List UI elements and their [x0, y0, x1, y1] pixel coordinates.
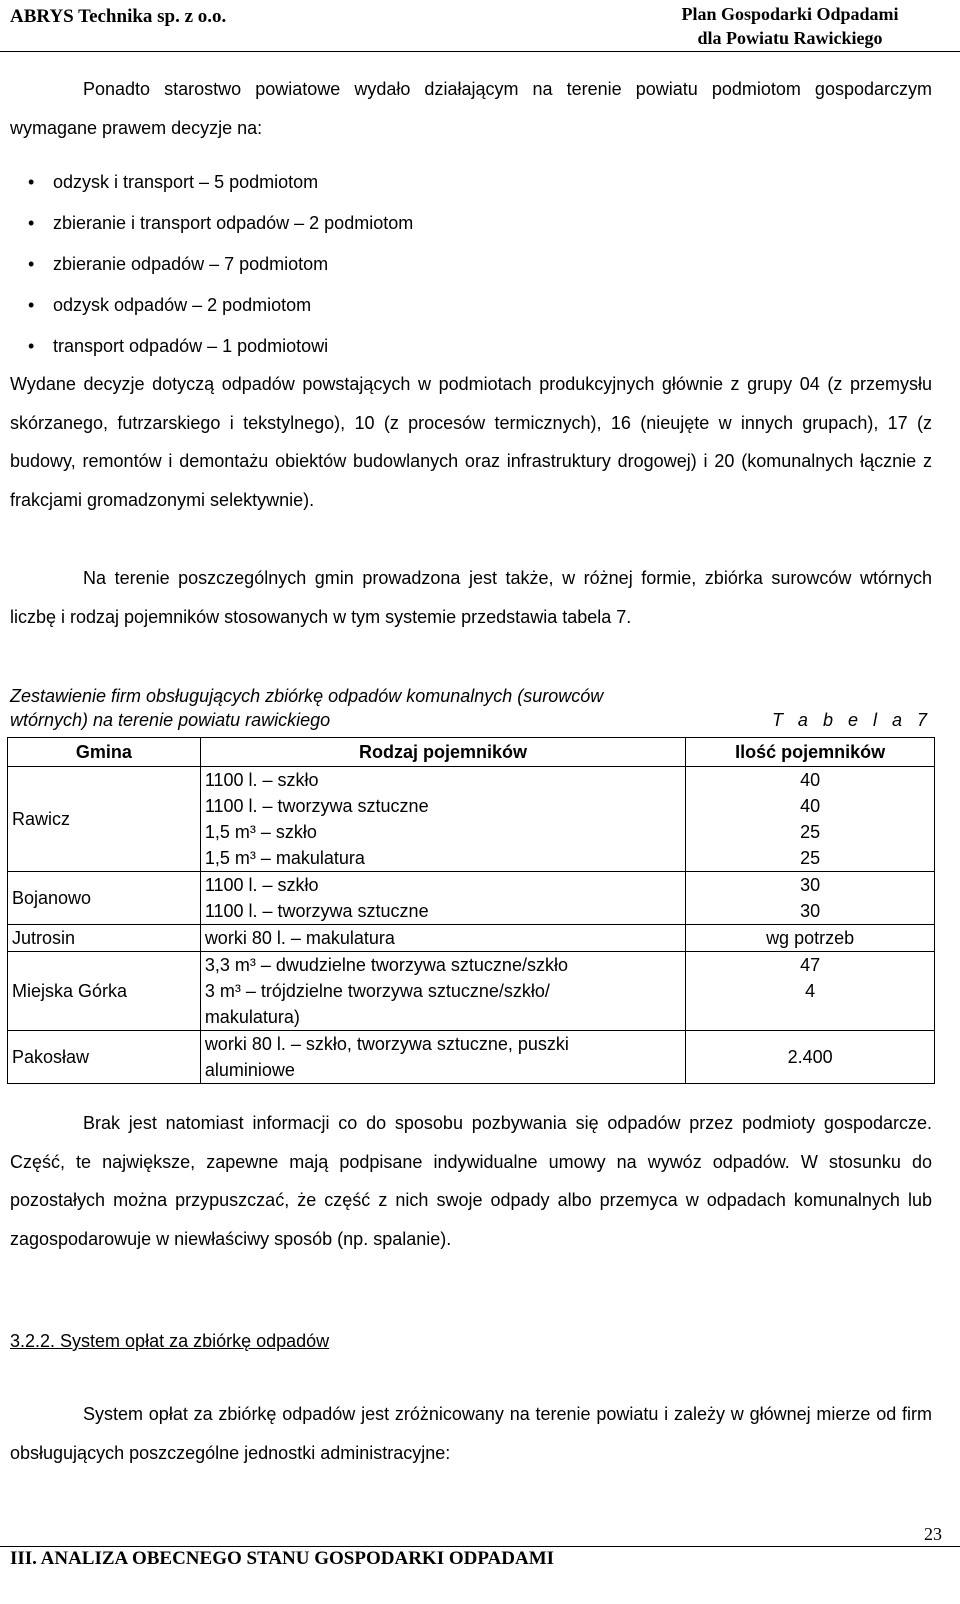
bullet-icon: • — [28, 295, 35, 315]
table-row — [8, 925, 935, 952]
bullet-icon: • — [28, 336, 35, 356]
collection-text: Na terenie poszczególnych gmin prowadzona jest także, w różnej formie, zbiórka surowców wtórnych liczbę i rodzaj pojemników stosowanych w tym systemie przedstawia tabela 7. — [10, 568, 932, 627]
bullet-icon: • — [28, 213, 35, 233]
type-cell: 1100 l. – szkło 1100 l. – tworzywa sztuczne 1,5 m³ – szkło 1,5 m³ – makulatura — [200, 767, 685, 872]
page-number: 23 — [924, 1524, 942, 1544]
type-cell: worki 80 l. – makulatura — [200, 925, 685, 952]
intro-paragraph — [10, 70, 932, 147]
column-header-count: Ilość pojemników — [686, 738, 935, 767]
bullet-icon: • — [28, 172, 35, 192]
list-item: • zbieranie i transport odpadów – 2 podmiotom — [10, 203, 413, 244]
no-info-text: Brak jest natomiast informacji co do sposobu pozbywania się odpadów przez podmioty gospodarcze. Część, te największe, zapewne mają podpisane indywidualne umowy na wywóz odpadów. W stosunku do pozostałych można przypuszczać, że część z nich swoje odpady albo przemyca w odpadach komunalnych lub zagospodarowuje w niewłaściwy sposób (np. spalanie). — [10, 1113, 932, 1249]
footer-divider — [0, 1546, 960, 1547]
table-header-row — [8, 738, 935, 767]
column-header-type: Rodzaj pojemników — [200, 738, 685, 767]
gmina-cell: Jutrosin — [8, 925, 201, 952]
table-caption-line2: wtórnych) na terenie powiatu rawickiego — [10, 710, 331, 730]
list-item: • transport odpadów – 1 podmiotowi — [10, 326, 413, 367]
bullet-icon: • — [28, 254, 35, 274]
column-header-gmina: Gmina — [8, 738, 201, 767]
count-cell: 30 30 — [686, 872, 935, 925]
count-cell: 47 4 — [686, 952, 935, 1031]
table-row — [8, 872, 935, 925]
no-info-paragraph — [10, 1104, 932, 1258]
header-doc-title — [640, 2, 940, 50]
section-heading: 3.2.2. System opłat za zbiórkę odpadów — [10, 1331, 330, 1351]
table-caption-line1: Zestawienie firm obsługujących zbiórkę odpadów komunalnych (surowców — [10, 686, 604, 706]
header-doc-title-line1: Plan Gospodarki Odpadami — [681, 4, 899, 24]
gmina-cell: Pakosław — [8, 1031, 201, 1084]
table-row — [8, 952, 935, 1031]
header-divider — [0, 51, 960, 52]
gmina-cell: Rawicz — [8, 767, 201, 872]
fees-paragraph — [10, 1395, 932, 1472]
header-doc-title-line2: dla Powiatu Rawickiego — [697, 28, 883, 48]
type-cell: worki 80 l. – szkło, tworzywa sztuczne, puszki aluminiowe — [200, 1031, 685, 1084]
header-company: ABRYS Technika sp. z o.o. — [10, 6, 227, 27]
list-item: • zbieranie odpadów – 7 podmiotom — [10, 244, 413, 285]
intro-text: Ponadto starostwo powiatowe wydało działającym na terenie powiatu podmiotom gospodarczym wymagane prawem decyzje na: — [10, 79, 932, 138]
gmina-cell: Bojanowo — [8, 872, 201, 925]
collection-paragraph — [10, 559, 932, 636]
table-row — [8, 767, 935, 872]
type-cell: 3,3 m³ – dwudzielne tworzywa sztuczne/szkło 3 m³ – trójdzielne tworzywa sztuczne/szkło/ makulatura) — [200, 952, 685, 1031]
list-item: • odzysk i transport – 5 podmiotom — [10, 162, 413, 203]
fees-text: System opłat za zbiórkę odpadów jest zróżnicowany na terenie powiatu i zależy w głównej mierze od firm obsługujących poszczególne jednostki administracyjne: — [10, 1404, 932, 1463]
containers-table — [7, 737, 935, 1084]
count-cell: wg potrzeb — [686, 925, 935, 952]
count-cell: 2.400 — [686, 1031, 935, 1084]
table-label: T a b e l a 7 — [771, 710, 932, 730]
list-item: • odzysk odpadów – 2 podmiotom — [10, 285, 413, 326]
table-caption — [10, 684, 932, 732]
gmina-cell: Miejska Górka — [8, 952, 201, 1031]
type-cell: 1100 l. – szkło 1100 l. – tworzywa sztuczne — [200, 872, 685, 925]
decision-list — [10, 162, 413, 367]
count-cell: 40 40 25 25 — [686, 767, 935, 872]
table-row — [8, 1031, 935, 1084]
decisions-paragraph: Wydane decyzje dotyczą odpadów powstających w podmiotach produkcyjnych głównie z grupy 04 (z przemysłu skórzanego, futrzarskiego i tekstylnego), 10 (z procesów termicznych), 16 (nieujęte w innych grupach), 17 (z budowy, remontów i demontażu obiektów budowlanych oraz infrastruktury drogowej) i 20 (komunalnych łącznie z frakcjami gromadzonymi selektywnie). — [10, 374, 932, 510]
footer-chapter-title: III. ANALIZA OBECNEGO STANU GOSPODARKI ODPADAMI — [10, 1548, 555, 1569]
